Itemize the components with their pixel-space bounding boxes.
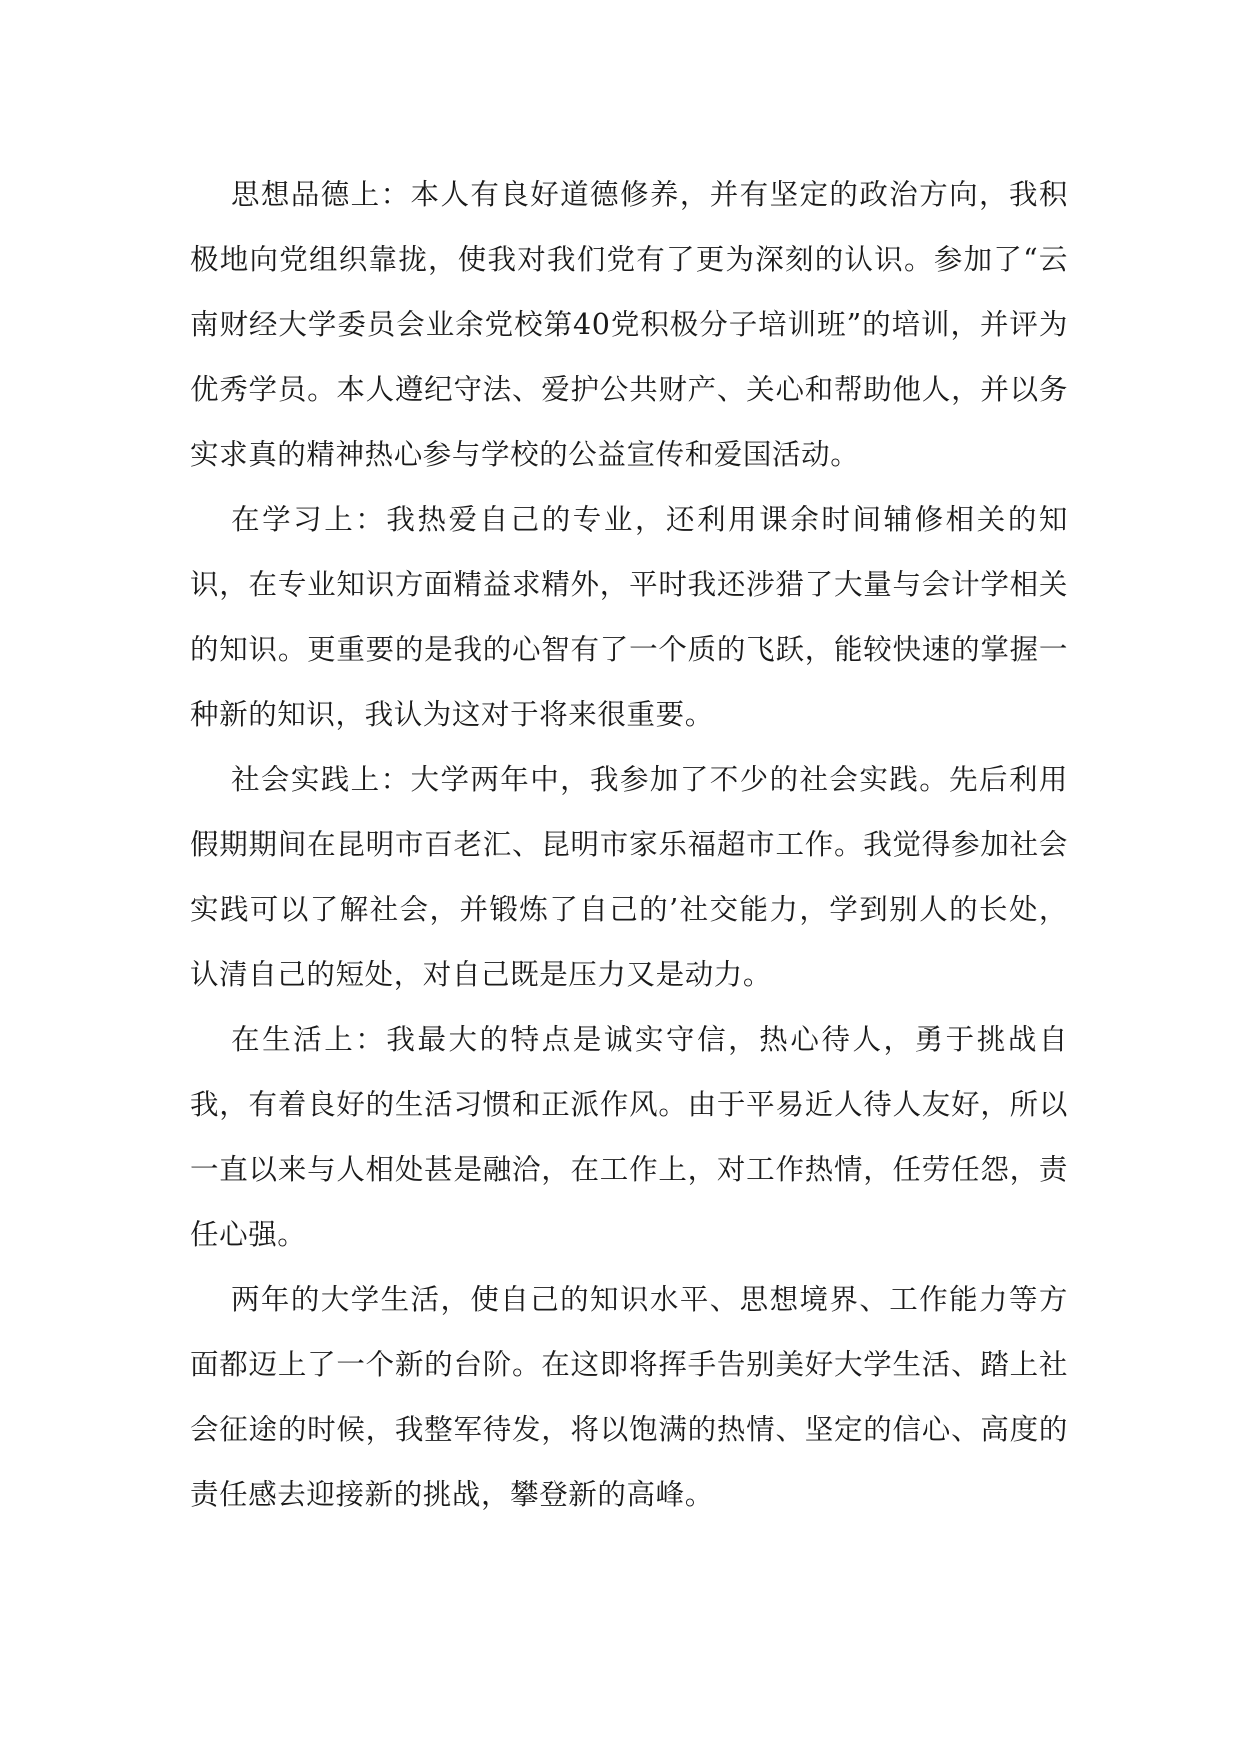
paragraph-social-practice: 社会实践上：大学两年中，我参加了不少的社会实践。先后利用假期期间在昆明市百老汇、昆明市家乐福超市工作。我觉得参加社会实践可以了解社会，并锻炼了自己的’社交能力，学到别人的长处，认清自己的短处，对自己既是压力又是动力。 xyxy=(190,763,1068,991)
document-body xyxy=(190,162,1068,1527)
paragraph-life: 在生活上：我最大的特点是诚实守信，热心待人，勇于挑战自我，有着良好的生活习惯和正派作风。由于平易近人待人友好，所以一直以来与人相处甚是融洽，在工作上，对工作热情，任劳任怨，责任心强。 xyxy=(190,1023,1068,1251)
paragraph-conclusion: 两年的大学生活，使自己的知识水平、思想境界、工作能力等方面都迈上了一个新的台阶。在这即将挥手告别美好大学生活、踏上社会征途的时候，我整军待发，将以饱满的热情、坚定的信心、高度的责任感去迎接新的挑战，攀登新的高峰。 xyxy=(190,1283,1068,1511)
paragraph-study: 在学习上：我热爱自己的专业，还利用课余时间辅修相关的知识，在专业知识方面精益求精外，平时我还涉猎了大量与会计学相关的知识。更重要的是我的心智有了一个质的飞跃，能较快速的掌握一种新的知识，我认为这对于将来很重要。 xyxy=(190,503,1068,731)
paragraph-moral-character: 思想品德上：本人有良好道德修养，并有坚定的政治方向，我积极地向党组织靠拢，使我对我们党有了更为深刻的认识。参加了“云南财经大学委员会业余党校第40党积极分子培训班”的培训，并评为优秀学员。本人遵纪守法、爱护公共财产、关心和帮助他人，并以务实求真的精神热心参与学校的公益宣传和爱国活动。 xyxy=(190,178,1068,471)
